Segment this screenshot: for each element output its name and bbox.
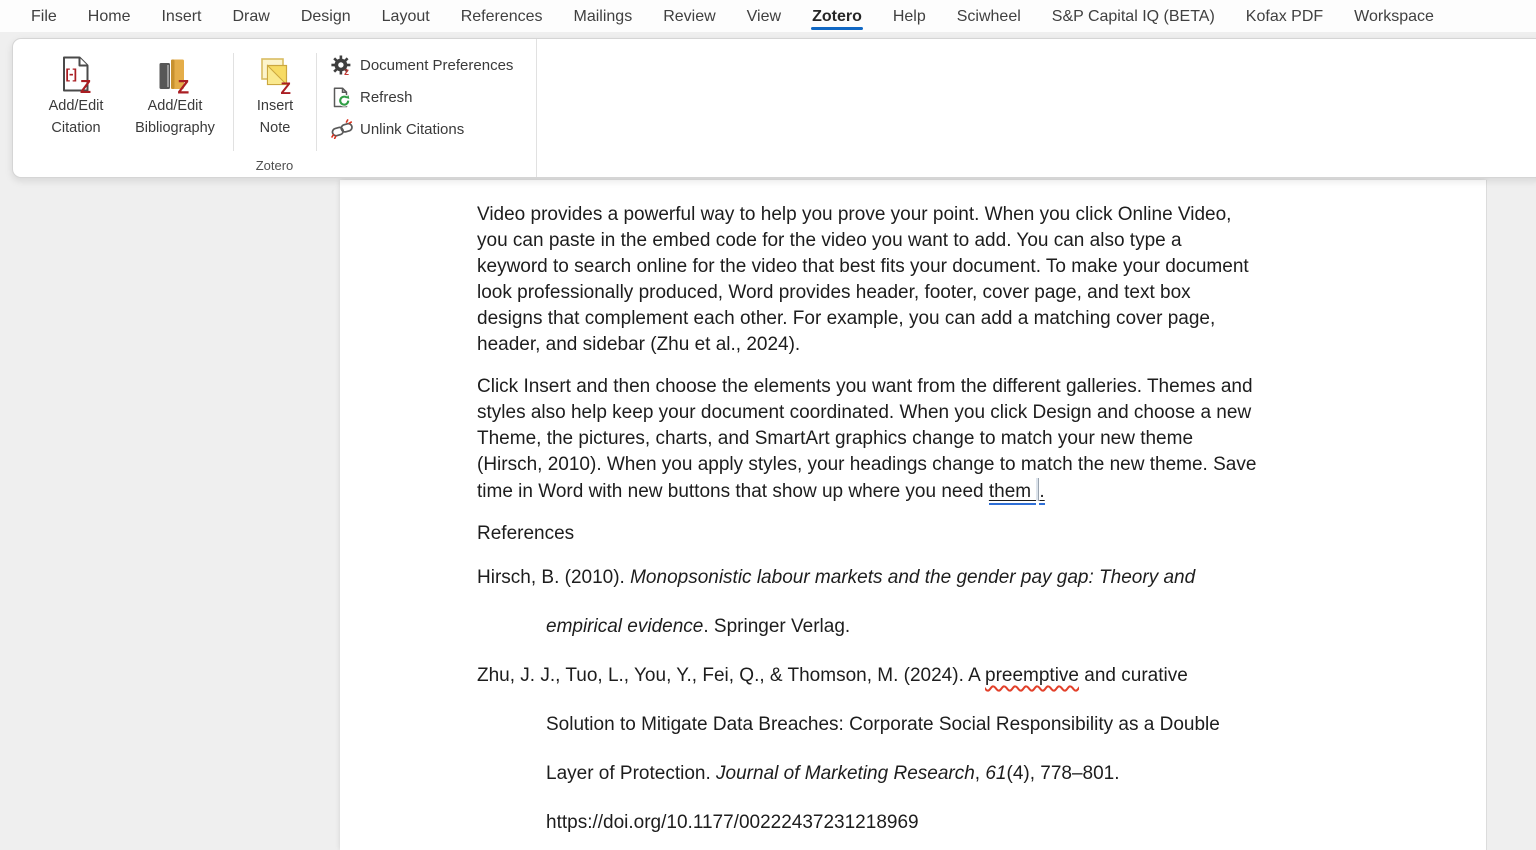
document-page[interactable] <box>340 180 1486 850</box>
text-line <box>477 228 1367 254</box>
menu-tab-home[interactable]: Home <box>87 8 131 25</box>
menu-tab-references[interactable]: References <box>460 8 543 25</box>
text-run: Journal of Marketing Research <box>716 763 975 784</box>
text-run: look professionally produced, Word provides header, footer, cover page, and text box <box>477 282 1191 303</box>
text-run: header, and sidebar (Zhu et al., 2024). <box>477 334 801 355</box>
text-line <box>477 651 1367 700</box>
text-line <box>477 553 1367 602</box>
menu-tab-insert[interactable]: Insert <box>161 8 202 25</box>
menu-tab-view[interactable]: View <box>746 8 782 25</box>
text-run: designs that complement each other. For example, you can add a matching cover page, <box>477 308 1216 329</box>
paragraph <box>477 374 1367 505</box>
svg-text:Z: Z <box>80 77 91 95</box>
menu-tab-layout[interactable]: Layout <box>381 8 430 25</box>
button-label: Citation <box>51 120 101 136</box>
text-run: References <box>477 523 575 544</box>
zotero-ribbon-group <box>13 39 537 177</box>
menu-tab-mailings[interactable]: Mailings <box>573 8 633 25</box>
document-preferences-button[interactable] <box>331 55 513 76</box>
button-label: Bibliography <box>135 120 215 136</box>
text-line <box>477 332 1367 358</box>
unlink-citations-icon <box>331 119 353 140</box>
text-run: Zhu, J. J., Tuo, L., You, Y., Fei, Q., & Thomson, M. (2024). A <box>477 665 985 686</box>
menu-tab-draw[interactable]: Draw <box>232 8 270 25</box>
text-run: (4), 778–801. <box>1006 763 1120 784</box>
canvas-right-margin <box>1486 180 1536 850</box>
unlink-citations-button[interactable] <box>331 119 513 140</box>
text-line <box>477 426 1367 452</box>
svg-text:Z: Z <box>177 77 190 95</box>
add-edit-citation-icon <box>55 53 97 95</box>
text-line <box>477 798 1367 847</box>
button-label: Insert <box>256 98 294 114</box>
group-divider <box>316 53 317 151</box>
menu-tab-kofax-pdf[interactable]: Kofax PDF <box>1245 8 1324 25</box>
svg-text:[-]: [-] <box>65 66 76 82</box>
text-line <box>477 749 1367 798</box>
button-label: Unlink Citations <box>360 121 465 138</box>
refresh-icon <box>331 87 353 108</box>
menu-tab-review[interactable]: Review <box>663 8 716 25</box>
svg-text:Z: Z <box>280 79 291 95</box>
button-label: Refresh <box>360 89 413 106</box>
paragraph <box>477 202 1367 358</box>
add-edit-bibliography-icon <box>154 53 196 95</box>
text-run: Solution to Mitigate Data Breaches: Corporate Social Responsibility as a Double <box>546 714 1220 735</box>
text-line <box>477 452 1367 478</box>
insert-note-icon <box>254 53 296 95</box>
text-line <box>477 478 1367 505</box>
menu-tab-workspace[interactable]: Workspace <box>1354 8 1434 25</box>
svg-text:z: z <box>344 67 349 76</box>
button-label: Add/Edit <box>48 98 104 114</box>
menu-tab-file[interactable]: File <box>31 8 57 25</box>
text-line <box>477 700 1367 749</box>
text-run: them <box>989 481 1037 505</box>
text-run: and curative <box>1079 665 1188 686</box>
text-run: Theme, the pictures, charts, and SmartArt graphics change to match your new theme <box>477 428 1194 449</box>
button-label: Note <box>259 120 291 136</box>
references-list <box>477 553 1367 847</box>
text-line <box>477 254 1367 280</box>
menu-tab-help[interactable]: Help <box>892 8 926 25</box>
text-line <box>477 202 1367 228</box>
text-line <box>477 374 1367 400</box>
text-run: , <box>974 763 986 784</box>
zotero-ribbon-panel <box>12 38 1536 178</box>
ribbon-tab-bar <box>0 0 1536 32</box>
text-run: empirical evidence <box>546 616 704 637</box>
text-line <box>477 400 1367 426</box>
text-run: https://doi.org/10.1177/00222437231218969 <box>546 812 919 833</box>
refresh-button[interactable] <box>331 87 513 108</box>
text-run: . <box>1039 481 1044 505</box>
text-run: Video provides a powerful way to help you prove your point. When you click Online Video, <box>477 204 1232 225</box>
menu-tab-sciwheel[interactable]: Sciwheel <box>956 8 1021 25</box>
text-run: Click Insert and then choose the elements you want from the different galleries. Themes and <box>477 376 1253 397</box>
text-line <box>477 521 1367 547</box>
text-run: preemptive <box>985 665 1079 686</box>
button-label: Add/Edit <box>147 98 203 114</box>
text-run: 61 <box>985 763 1007 784</box>
text-run: you can paste in the embed code for the video you want to add. You can also type a <box>477 230 1182 251</box>
ribbon-group-label: Zotero <box>255 158 294 173</box>
text-run: Hirsch, B. (2010). <box>477 567 631 588</box>
document-canvas <box>0 32 1536 850</box>
text-run: styles also help keep your document coordinated. When you click Design and choose a new <box>477 402 1252 423</box>
menu-tab-zotero[interactable]: Zotero <box>811 0 863 32</box>
menu-tab-design[interactable]: Design <box>300 8 351 25</box>
text-run: . Springer Verlag. <box>703 616 851 637</box>
text-run: Layer of Protection. <box>546 763 717 784</box>
document-text[interactable] <box>477 202 1367 847</box>
menu-tab-sp-capital-iq[interactable]: S&P Capital IQ (BETA) <box>1051 8 1215 25</box>
group-divider <box>233 53 234 151</box>
document-preferences-icon <box>331 55 353 76</box>
text-line <box>477 602 1367 651</box>
references-heading <box>477 521 1367 547</box>
text-run: Monopsonistic labour markets and the gender pay gap: Theory and <box>630 567 1196 588</box>
button-label: Document Preferences <box>360 57 514 74</box>
text-run: (Hirsch, 2010). When you apply styles, your headings change to match the new theme. Save <box>477 454 1257 475</box>
text-line <box>477 280 1367 306</box>
text-run: keyword to search online for the video that best fits your document. To make your document <box>477 256 1249 277</box>
text-run: time in Word with new buttons that show up where you need <box>477 481 989 502</box>
text-line <box>477 306 1367 332</box>
